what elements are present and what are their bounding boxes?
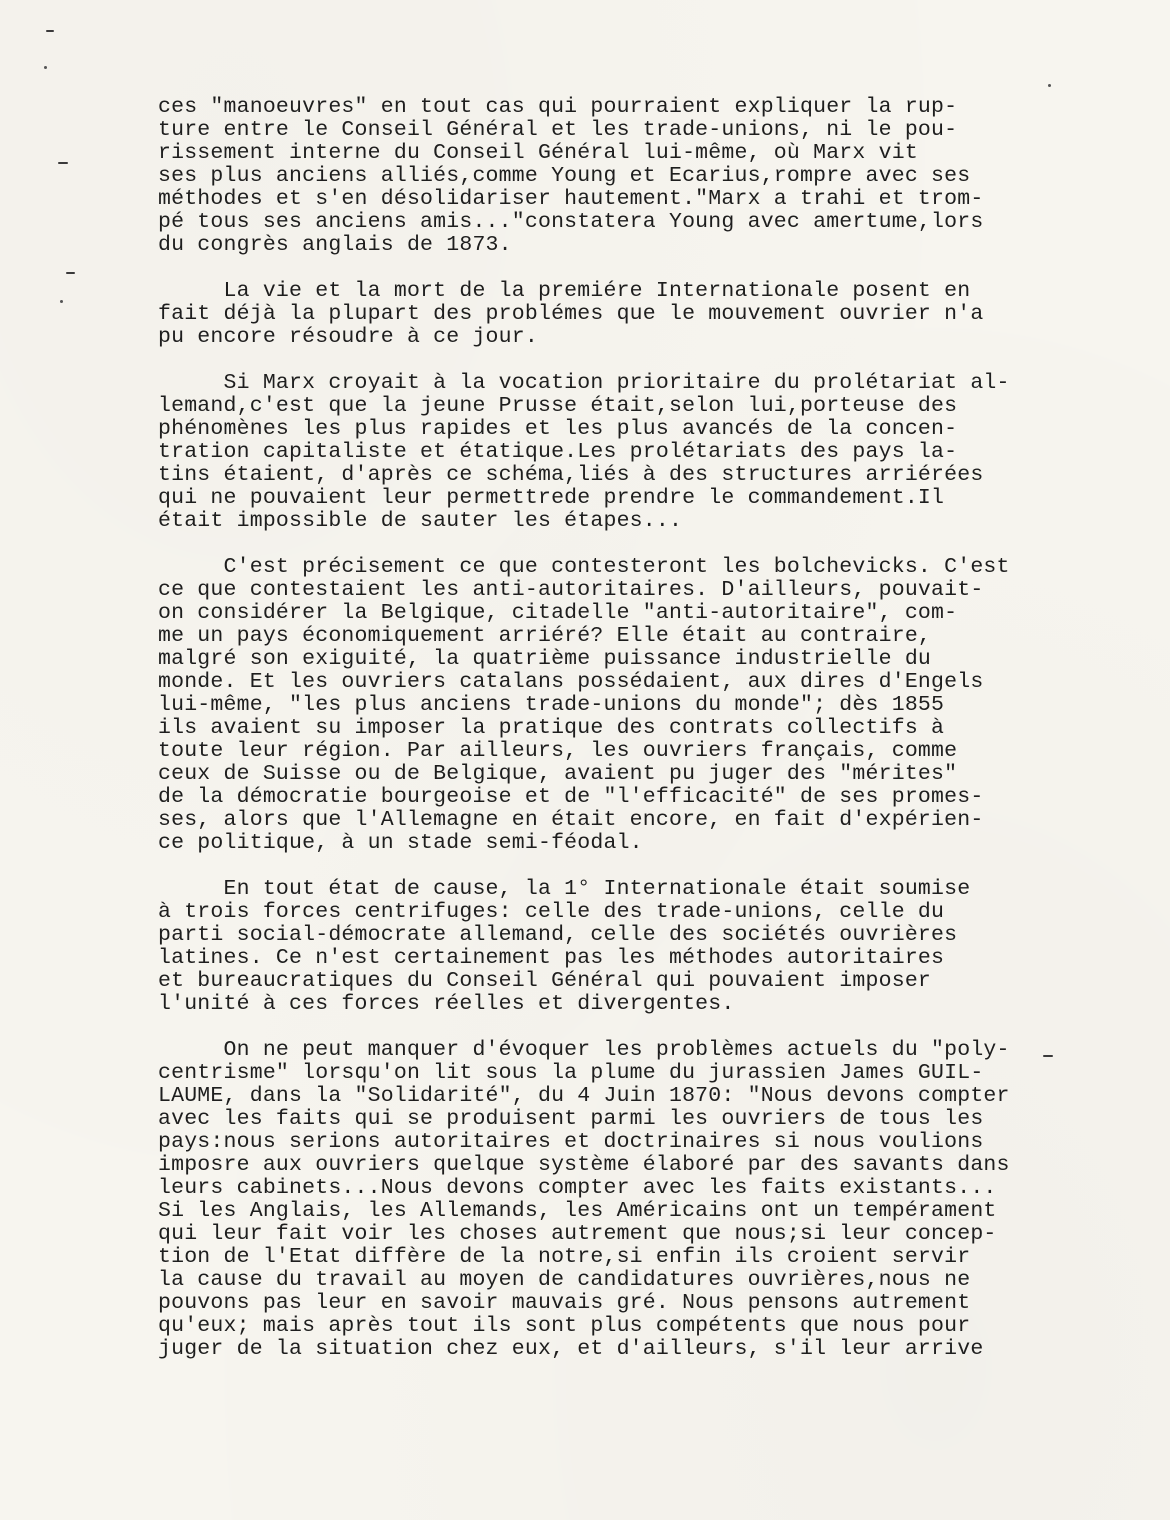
text-line: Si Marx croyait à la vocation prioritaire du prolétariat al- [158,371,1010,395]
text-line: ture entre le Conseil Général et les trade-unions, ni le pou- [158,118,958,142]
text-line: pu encore résoudre à ce jour. [158,325,538,349]
paragraph [158,1039,1058,1361]
text-line: qui leur fait voir les choses autrement que nous;si leur concep- [158,1222,997,1246]
text-line: malgré son exiguité, la quatrième puissance industrielle du [158,647,932,671]
text-line: ce que contestaient les anti-autoritaires. D'ailleurs, pouvait- [158,578,984,602]
text-line: avec les faits qui se produisent parmi les ouvriers de tous les [158,1107,984,1131]
text-line: juger de la situation chez eux, et d'ailleurs, s'il leur arrive [158,1337,984,1361]
paragraph-gap [158,855,1058,878]
text-line: lui-même, "les plus anciens trade-unions du monde"; dès 1855 [158,693,945,717]
text-line: toute leur région. Par ailleurs, les ouvriers français, comme [158,739,958,763]
paragraph [158,372,1058,533]
text-line: monde. Et les ouvriers catalans possédaient, aux dires d'Engels [158,670,984,694]
text-line: En tout état de cause, la 1° Internationale était soumise [158,877,971,901]
text-line: La vie et la mort de la premiére Internationale posent en [158,279,971,303]
paragraph [158,556,1058,855]
paragraph [158,280,1058,349]
margin-speck [1048,84,1051,87]
margin-mark [58,162,68,164]
text-line: parti social-démocrate allemand, celle des sociétés ouvrières [158,923,958,947]
margin-mark [46,30,54,32]
text-line: Si les Anglais, les Allemands, les Américains ont un tempérament [158,1199,997,1223]
text-line: leurs cabinets...Nous devons compter avec les faits existants... [158,1176,997,1200]
paragraph [158,96,1058,257]
text-line: qui ne pouvaient leur permettrede prendre le commandement.Il [158,486,945,510]
text-line: me un pays économiquement arriéré? Elle était au contraire, [158,624,932,648]
text-line: On ne peut manquer d'évoquer les problèmes actuels du "poly- [158,1038,1010,1062]
text-line: phénomènes les plus rapides et les plus avancés de la concen- [158,417,958,441]
text-line: la cause du travail au moyen de candidatures ouvrières,nous ne [158,1268,971,1292]
text-line: pé tous ses anciens amis..."constatera Young avec amertume,lors [158,210,984,234]
margin-mark [66,272,75,274]
text-line: ils avaient su imposer la pratique des contrats collectifs à [158,716,945,740]
text-line: LAUME, dans la "Solidarité", du 4 Juin 1870: "Nous devons compter [158,1084,1010,1108]
text-line: tins étaient, d'après ce schéma,liés à des structures arriérées [158,463,984,487]
text-line: qu'eux; mais après tout ils sont plus compétents que nous pour [158,1314,971,1338]
paragraph-gap [158,257,1058,280]
paragraph-gap [158,533,1058,556]
paragraph-gap [158,349,1058,372]
text-line: lemand,c'est que la jeune Prusse était,selon lui,porteuse des [158,394,958,418]
text-line: latines. Ce n'est certainement pas les méthodes autoritaires [158,946,945,970]
text-line: centrisme" lorsqu'on lit sous la plume du jurassien James GUIL- [158,1061,984,1085]
text-line: de la démocratie bourgeoise et de "l'efficacité" de ses promes- [158,785,984,809]
text-line: l'unité à ces forces réelles et divergentes. [158,992,735,1016]
text-line: rissement interne du Conseil Général lui-même, où Marx vit [158,141,918,165]
text-line: ses plus anciens alliés,comme Young et Ecarius,rompre avec ses [158,164,971,188]
text-line: et bureaucratiques du Conseil Général qui pouvaient imposer [158,969,932,993]
paragraph-gap [158,1016,1058,1039]
text-line: tion de l'Etat diffère de la notre,si enfin ils croient servir [158,1245,971,1269]
text-line: pays:nous serions autoritaires et doctrinaires si nous voulions [158,1130,984,1154]
margin-speck [44,66,47,69]
text-line: ces "manoeuvres" en tout cas qui pourraient expliquer la rup- [158,95,958,119]
paragraph [158,878,1058,1016]
document-body [158,96,1058,1361]
margin-speck [60,300,63,303]
text-line: du congrès anglais de 1873. [158,233,512,257]
text-line: C'est précisement ce que contesteront les bolchevicks. C'est [158,555,1010,579]
text-line: était impossible de sauter les étapes... [158,509,683,533]
text-line: méthodes et s'en désolidariser hautement."Marx a trahi et trom- [158,187,984,211]
text-line: fait déjà la plupart des problémes que le mouvement ouvrier n'a [158,302,984,326]
text-line: imposre aux ouvriers quelque système élaboré par des savants dans [158,1153,1010,1177]
text-line: à trois forces centrifuges: celle des trade-unions, celle du [158,900,945,924]
text-line: ses, alors que l'Allemagne en était encore, en fait d'expérien- [158,808,984,832]
text-line: on considérer la Belgique, citadelle "anti-autoritaire", com- [158,601,958,625]
text-line: tration capitaliste et étatique.Les prolétariats des pays la- [158,440,958,464]
text-line: ceux de Suisse ou de Belgique, avaient pu juger des "mérites" [158,762,958,786]
text-line: pouvons pas leur en savoir mauvais gré. Nous pensons autrement [158,1291,971,1315]
text-line: ce politique, à un stade semi-féodal. [158,831,643,855]
